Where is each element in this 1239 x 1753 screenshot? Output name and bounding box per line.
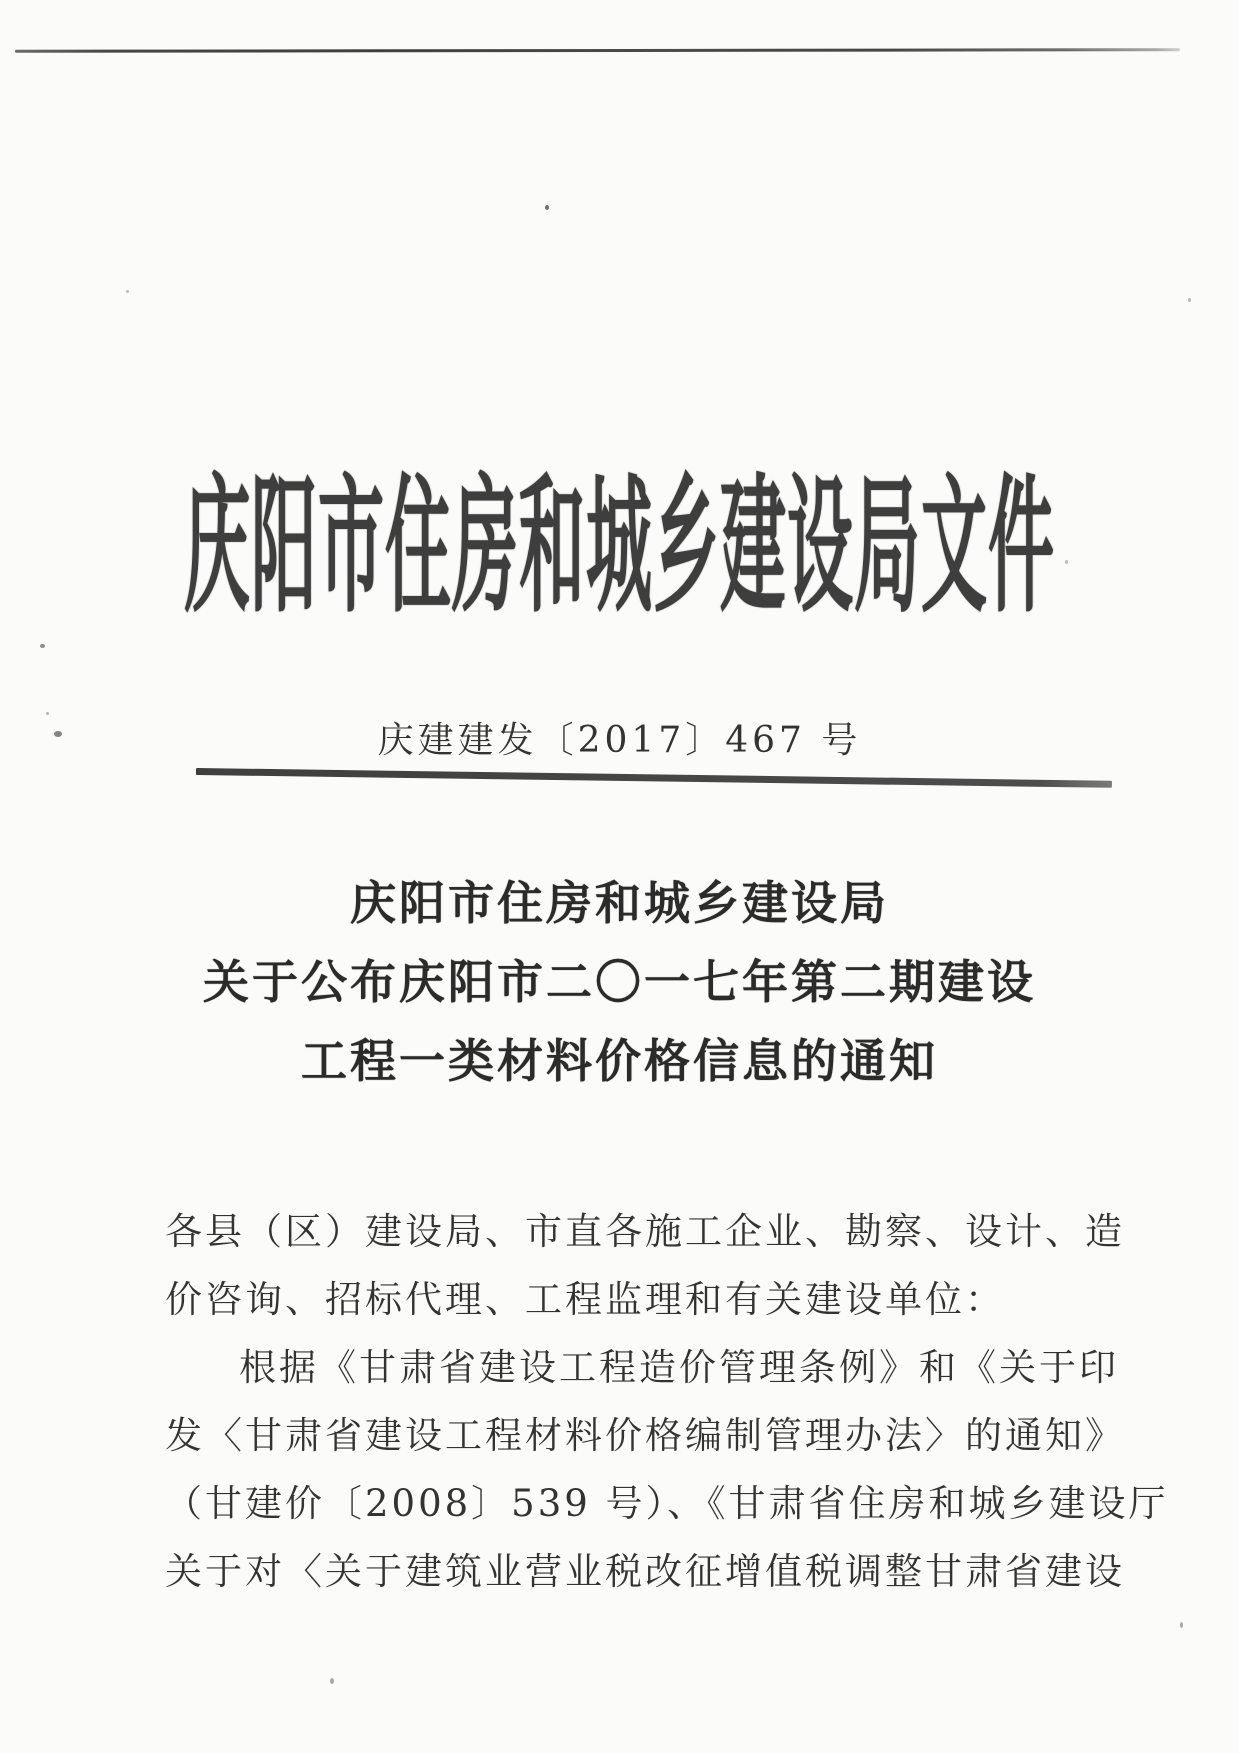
- body-line-paragraph-4: 关于对〈关于建筑业营业税改征增值税调整甘肃省建设: [165, 1550, 1125, 1593]
- body-line-addressees-1: 各县（区）建设局、市直各施工企业、勘察、设计、造: [165, 1210, 1125, 1253]
- body-line-addressees-2: 价咨询、招标代理、工程监理和有关建设单位：: [165, 1278, 1005, 1321]
- page-top-scan-line: [15, 48, 1180, 53]
- scan-speck: [54, 731, 62, 737]
- scan-speck: [1180, 1622, 1183, 1628]
- scan-speck: [1188, 298, 1191, 302]
- body-line-paragraph-3: （甘建价〔2008〕539 号）、《甘肃省住房和城乡建设厅: [165, 1482, 1169, 1525]
- document-body: [165, 1198, 1169, 1606]
- body-line-paragraph-2: 发〈甘肃省建设工程材料价格编制管理办法〉的通知》: [165, 1414, 1125, 1457]
- scan-speck: [126, 290, 129, 293]
- document-masthead: [0, 457, 1239, 634]
- document-number: 庆建建发〔2017〕467 号: [377, 720, 862, 761]
- document-title-line-1: 庆阳市住房和城乡建设局: [350, 876, 889, 930]
- scan-speck: [1065, 560, 1068, 564]
- scan-speck: [330, 1678, 334, 1684]
- document-title: [0, 864, 1239, 1101]
- masthead-text: 庆阳市住房和城乡建设局文件: [184, 457, 1055, 634]
- scan-speck: [40, 644, 45, 648]
- body-line-paragraph-1: 根据《甘肃省建设工程造价管理条例》和《关于印: [239, 1346, 1119, 1389]
- scan-speck: [545, 205, 549, 210]
- document-title-line-2: 关于公布庆阳市二〇一七年第二期建设: [203, 955, 1036, 1009]
- document-title-line-3: 工程一类材料价格信息的通知: [301, 1034, 938, 1088]
- header-divider-rule: [196, 768, 1112, 788]
- scan-speck: [46, 712, 49, 715]
